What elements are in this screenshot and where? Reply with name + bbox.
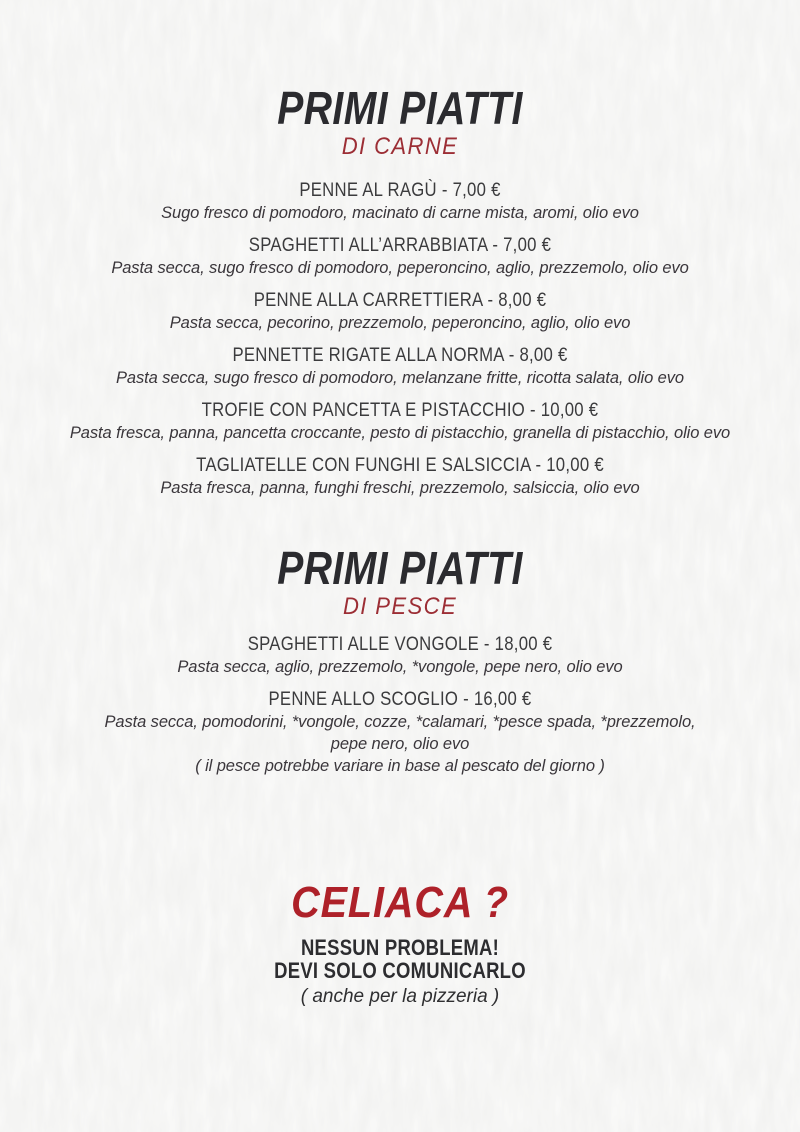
- item-price: 7,00 €: [452, 180, 501, 201]
- item-name: PENNE ALLA CARRETTIERA: [253, 290, 483, 311]
- item-name-price: [48, 400, 752, 422]
- item-name: SPAGHETTI ALL’ARRABBIATA: [248, 235, 488, 256]
- item-description: Pasta secca, pecorino, prezzemolo, peperoncino, aglio, olio evo: [169, 314, 631, 332]
- item-name-price: [48, 235, 752, 257]
- menu-item: [0, 345, 800, 389]
- item-name-price: [48, 634, 752, 656]
- item-name: PENNE ALLO SCOGLIO: [268, 689, 459, 710]
- item-price: 10,00 €: [546, 455, 604, 476]
- item-name: TROFIE CON PANCETTA E PISTACCHIO: [201, 400, 526, 421]
- item-separator: -: [478, 634, 495, 655]
- item-separator: -: [458, 689, 474, 710]
- item-description: Pasta secca, aglio, prezzemolo, *vongole, pepe nero, olio evo: [177, 658, 623, 676]
- item-name-price: [48, 345, 752, 367]
- section-subtitle: DI PESCE: [342, 593, 458, 620]
- item-description: Pasta fresca, panna, funghi freschi, prezzemolo, salsiccia, olio evo: [160, 479, 640, 497]
- section-subtitle: DI CARNE: [341, 133, 459, 160]
- item-price: 10,00 €: [540, 400, 599, 421]
- item-description: Pasta secca, pomodorini, *vongole, cozze, *calamari, *pesce spada, *prezzemolo,: [104, 713, 696, 731]
- celiac-note: ( anche per la pizzeria ): [300, 986, 500, 1007]
- item-name-price: [48, 180, 752, 202]
- section-title: PRIMI PIATTI: [277, 82, 523, 134]
- section-primi-piatti-pesce: [0, 544, 800, 777]
- item-description: Pasta secca, sugo fresco di pomodoro, peperoncino, aglio, prezzemolo, olio evo: [111, 259, 689, 277]
- item-description: pepe nero, olio evo: [330, 735, 470, 753]
- item-description: Sugo fresco di pomodoro, macinato di carne mista, aromi, olio evo: [161, 204, 639, 222]
- item-name: SPAGHETTI ALLE VONGOLE: [247, 634, 479, 655]
- item-description: Pasta fresca, panna, pancetta croccante, pesto di pistacchio, granella di pistacchio, olio evo: [69, 424, 731, 442]
- celiac-line-1: NESSUN PROBLEMA!: [300, 935, 500, 960]
- item-name-price: [48, 290, 752, 312]
- menu-items-carne: [0, 180, 800, 499]
- celiac-notice: [0, 878, 800, 1008]
- item-separator: -: [436, 180, 453, 201]
- celiac-headline: CELIACA ?: [291, 878, 509, 927]
- item-price: 7,00 €: [503, 235, 552, 256]
- item-price: 8,00 €: [519, 345, 568, 366]
- item-separator: -: [482, 290, 499, 311]
- section-title: PRIMI PIATTI: [277, 542, 523, 594]
- item-name: PENNE AL RAGÙ: [299, 180, 437, 201]
- item-separator: -: [503, 345, 520, 366]
- menu-item: [0, 634, 800, 678]
- menu-item: [0, 235, 800, 279]
- item-price: 8,00 €: [498, 290, 547, 311]
- item-name: PENNETTE RIGATE ALLA NORMA: [232, 345, 504, 366]
- item-name-price: [48, 689, 752, 711]
- item-name: TAGLIATELLE CON FUNGHI E SALSICCIA: [196, 455, 531, 476]
- menu-item: [0, 400, 800, 444]
- menu-item: [0, 689, 800, 777]
- celiac-line-2: DEVI SOLO COMUNICARLO: [274, 958, 526, 983]
- item-note: ( il pesce potrebbe variare in base al pescato del giorno ): [195, 757, 605, 775]
- menu-item: [0, 455, 800, 499]
- menu-items-pesce: [0, 634, 800, 777]
- menu-item: [0, 180, 800, 224]
- section-primi-piatti-carne: [0, 84, 800, 499]
- item-separator: -: [525, 400, 541, 421]
- item-price: 18,00 €: [494, 634, 553, 655]
- item-separator: -: [530, 455, 547, 476]
- item-price: 16,00 €: [473, 689, 532, 710]
- item-separator: -: [487, 235, 504, 256]
- menu-item: [0, 290, 800, 334]
- item-name-price: [48, 455, 752, 477]
- item-description: Pasta secca, sugo fresco di pomodoro, melanzane fritte, ricotta salata, olio evo: [116, 369, 684, 387]
